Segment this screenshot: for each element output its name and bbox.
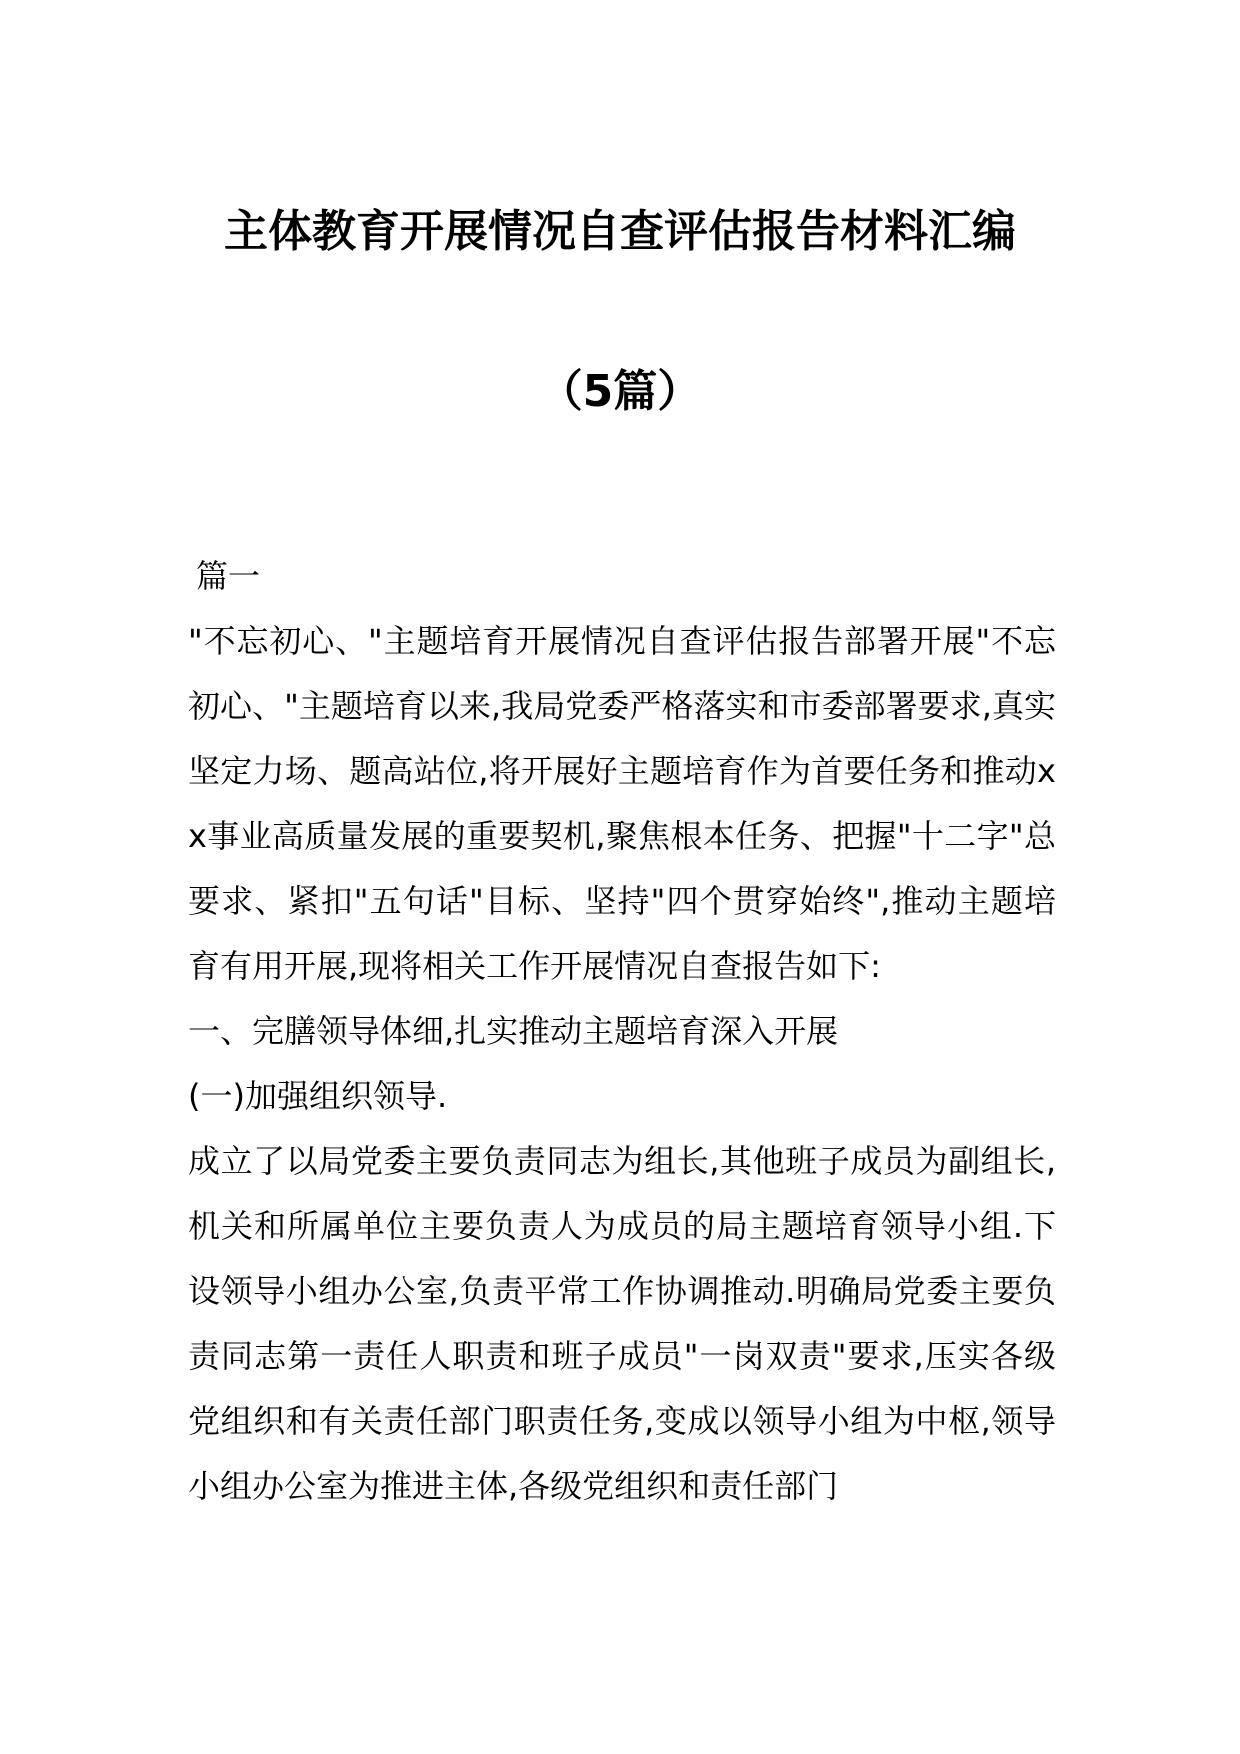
- document-subtitle: （5篇）: [538, 366, 702, 417]
- document-title: 主体教育开展情况自查评估报告材料汇编: [224, 206, 1016, 257]
- section-label: 篇一: [196, 557, 261, 595]
- intro-paragraph: "不忘初心、"主题培育开展情况自查评估报告部署开展"不忘初心、"主题培育以来,我局党委严格落实和市委部署要求,真实坚定力场、题高站位,将开展好主题培育作为首要任务和推动xx事业高质量发展的重要契机,聚焦根本任务、把握"十二字"总要求、紧扣"五句话"目标、坚持"四个贯穿始终",推动主题培育有用开展,现将相关工作开展情况自查报告如下:: [188, 622, 1056, 985]
- body-paragraph: 成立了以局党委主要负责同志为组长,其他班子成员为副组长,机关和所属单位主要负责人为成员的局主题培育领导小组.下设领导小组办公室,负责平常工作协调推动.明确局党委主要负责同志第一责任人职责和班子成员"一岗双责"要求,压实各级党组织和有关责任部门职责任务,变成以领导小组为中枢,领导小组办公室为推进主体,各级党组织和责任部门: [188, 1142, 1056, 1505]
- section-heading: 一、完膳领导体细,扎实推动主题培育深入开展: [188, 1012, 839, 1050]
- subsection-heading: (一)加强组织领导.: [188, 1077, 448, 1115]
- document-body: [188, 544, 1056, 1519]
